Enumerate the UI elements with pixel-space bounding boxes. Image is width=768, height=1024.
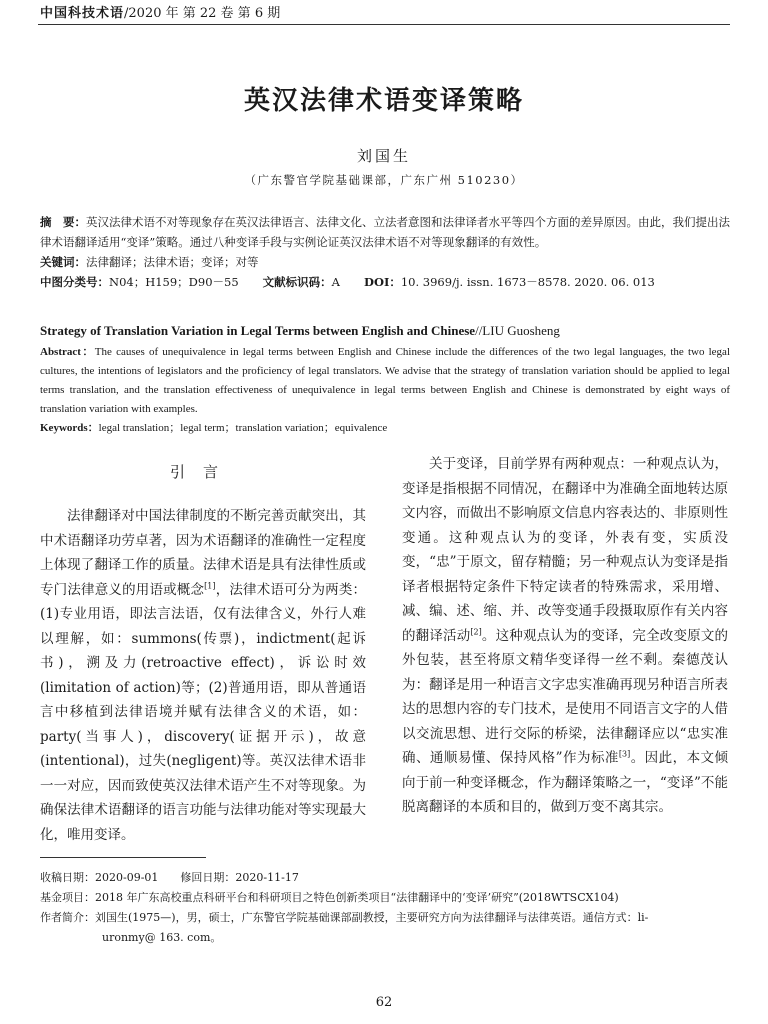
- abstract-label: 摘 要：: [40, 215, 86, 229]
- english-abstract: [40, 343, 730, 419]
- paragraph-text: 。因此，本文倾向于前一种变译概念，作为翻译策略之一，“变译”不能脱离翻译的本质和目的，做到万变不离其宗。: [402, 750, 729, 815]
- paragraph-text: 关于变译，目前学界有两种观点：一种观点认为，变译是指根据不同情况，在翻译中为准确全面地转达原文内容，而做出不影响原文信息内容表达的、非原则性变通。这种观点认为的变译，外表有变，实质没变，“忠”于原文，留存精髓；另一种观点认为变译是指译者根据特定条件下特定读者的特殊需求，采用增、减、编、述、缩、并、改等变通手段摄取原作有关内容的翻译活动: [402, 456, 728, 644]
- doi-label: DOI：: [363, 275, 401, 289]
- chinese-abstract: [40, 212, 730, 252]
- classification-row: [40, 272, 730, 292]
- running-head: [40, 4, 740, 24]
- citation-ref-1: [1]: [204, 581, 216, 590]
- journal-name: 中国科技术语: [40, 6, 125, 21]
- abstract-text: 英汉法律术语不对等现象存在英汉法律语言、法律文化、立法者意图和法律译者水平等四个方面的差异原因。由此，我们提出法律术语翻译适用“变译”策略。通过八种变译手段与实例论证英汉法律术语不对等现象翻译的有效性。: [40, 215, 730, 249]
- chinese-keywords: [40, 252, 730, 272]
- received-dates: 收稿日期：2020-09-01 修回日期：2020-11-17: [40, 871, 299, 884]
- paragraph-text: 法律翻译对中国法律制度的不断完善贡献突出，其中术语翻译功劳卓著，因为术语翻译的准确性一定程度上体现了翻译工作的质量。法律术语是具有法律性质或专门法律意义的用语或概念: [40, 508, 366, 598]
- author-name: 刘国生: [356, 147, 411, 165]
- section-heading-introduction: 引言: [169, 463, 236, 481]
- right-column: [402, 452, 728, 820]
- doi-text: 10. 3969/j. issn. 1673－8578. 2020. 06. 013: [400, 275, 655, 289]
- english-keywords: [40, 419, 730, 438]
- intro-paragraph-1: [40, 504, 366, 847]
- issue-info: /2020 年 第 22 卷 第 6 期: [124, 6, 281, 21]
- paper-title: 英汉法律术语变译策略: [243, 86, 524, 116]
- citation-ref-3: [3]: [618, 749, 631, 759]
- fund-note: 基金项目：2018 年广东高校重点科研平台和科研项目之特色创新类项目“法律翻译中的‘变译’研究”(2018WTSCX104): [40, 891, 619, 904]
- citation-ref-2: [2]: [470, 627, 482, 636]
- english-abstract-label: Abstract：: [40, 346, 95, 358]
- keywords-text: 法律翻译；法律术语；变译；对等: [86, 255, 259, 269]
- english-keywords-label: Keywords：: [40, 422, 99, 434]
- footnote-rule: [40, 857, 206, 858]
- paragraph-text: ，法律术语可分为两类：(1)专业用语，即法言法语，仅有法律含义，外行人难以理解，如：summons(传票)，indictment(起诉书)，溯及力(retroactive effect)，诉讼时效(limitation of action)等；(2)普通用语，即从普通语言中移植到法律语境并赋有法律含义的术语，如：party(当事人)，discovery(证据开示)，故意(intentional)，过失(negligent)等。英汉法律术语非一一对应，因而致使英汉法律术语产生不对等现象。为确保法律术语翻译的语言功能与法律功能对等实现最大化，唯用变译。: [40, 581, 367, 843]
- keywords-label: 关键词：: [40, 255, 86, 269]
- english-byline: //LIU Guosheng: [475, 323, 560, 338]
- english-keywords-text: legal translation；legal term；translation variation；equivalence: [98, 422, 388, 434]
- doc-code-text: A: [331, 275, 340, 289]
- clc-label: 中图分类号：: [40, 275, 109, 289]
- english-abstract-block: [40, 320, 730, 438]
- header-rule: [38, 24, 730, 25]
- english-title-line: [40, 320, 730, 342]
- left-column: [40, 460, 366, 847]
- clc-text: N04；H159；D90－55: [109, 275, 239, 289]
- english-abstract-text: The causes of unequivalence in legal terms between English and Chinese include the differences of the two legal languages, the two legal cultures, the intentions of legislators and the proficiency of legal translators. We advise that the strategy of translation variation should be applied to legal terms translation, and the translation effectiveness of unequivalence in legal terms between English and Chinese is demonstrated by eight ways of translation variation with examples.: [40, 346, 730, 415]
- author-bio: 作者简介：刘国生(1975—)，男，硕士，广东警官学院基础课部副教授，主要研究方向为法律翻译与法律英语。通信方式：li-: [40, 911, 649, 924]
- author-affiliation: （广东警官学院基础课部，广东广州 510230）: [244, 173, 524, 187]
- english-title: Strategy of Translation Variation in Legal Terms between English and Chinese: [40, 323, 476, 338]
- paragraph-text: 。这种观点认为的变译，完全改变原文的外包装，甚至将原文精华变译得一丝不剩。秦德茂认为：翻译是用一种语言文字忠实准确再现另种语言所表达的思想内容的专门技术，是使用不同语言文字的人借以交流思想、进行交际的桥梁，法律翻译应以“忠实准确、通顺易懂、保持风格”作为标准: [402, 627, 729, 766]
- chinese-abstract-block: [40, 212, 730, 292]
- intro-paragraph-2: [402, 452, 728, 820]
- doc-code-label: 文献标识码：: [262, 275, 332, 289]
- page-number: 62: [375, 995, 393, 1010]
- author-bio-continued: uronmy@ 163. com。: [102, 931, 222, 944]
- footnotes: [40, 868, 730, 948]
